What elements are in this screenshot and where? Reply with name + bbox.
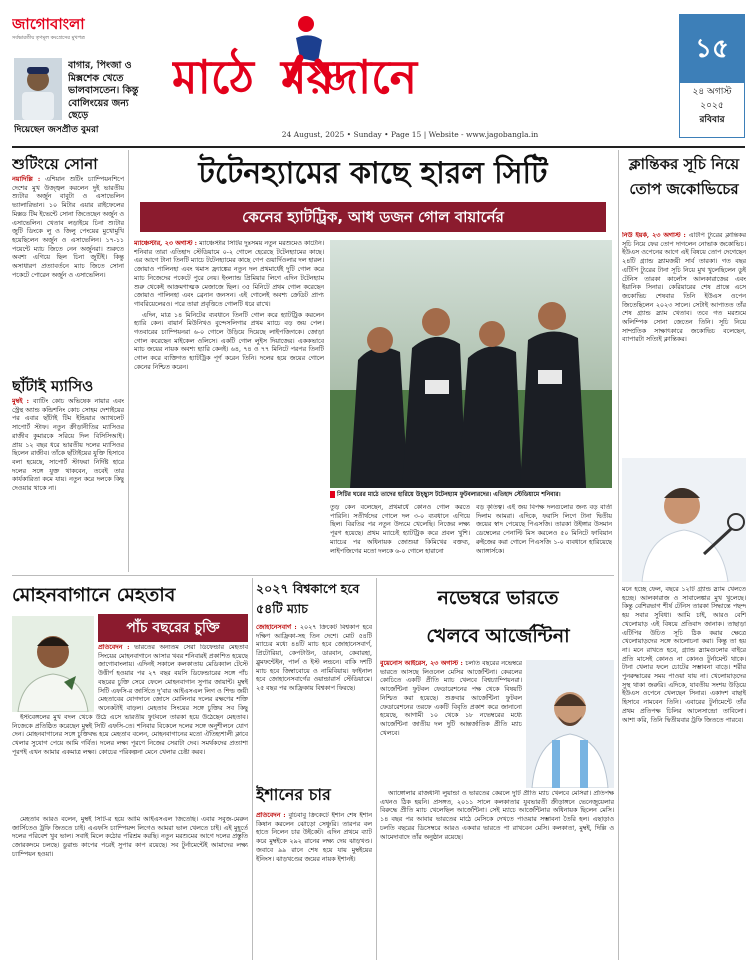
left-column-rule <box>128 150 129 572</box>
mehtab-contract-box: পাঁচ বছরের চুক্তি <box>98 614 248 642</box>
mid-rule-2 <box>376 578 377 960</box>
argentina-headline <box>380 579 616 657</box>
mid-rule-1 <box>252 578 253 960</box>
djokovic-body <box>622 232 746 456</box>
argentina-text: চলতি বছরের নভেম্বরে ভারতে আসছে লিওনেল মেসির আর্জেন্টিনা। কেরলের কোচিতে একটি প্রীতি ম্যাচ খেলবে বিশ্বচ্যাম্পিয়নরা। আর্জেন্টিনা ফুটবল ফেডারেশনের পক্ষ থেকে বিষয়টি নিশ্চিত করা হয়েছে। শুক্রবার আর্জেন্টিনা ফুটবল ফেডারেশনের তরফে একটি বিবৃতি প্রকাশ করে জানানো হয়েছে, আগামী ১০ থেকে ১৮ নভেম্বরের মধ্যে আর্জেন্টিনা জাতীয় দল দুটি আন্তর্জাতিক প্রীতি ম্যাচ খেলবে। <box>380 660 522 737</box>
tottenham-photo-caption <box>330 489 612 501</box>
argentina-headline-line1: নভেম্বরে ভারতে <box>437 587 559 609</box>
shooting-text: এশিয়ান শুটিং চ্যাম্পিয়নশিপে দেশের মুখ উজ্জ্বল করলেন দুই ভারতীয় শ্যুটার অর্জুন বাবুটা ও এসাভেলিন ভ্যালারিভান। ১০ মিটার এয়ার রাইফেলের মিক্সড টিম ইভেন্টে সোনা জিতেছেন অর্জুন ও এসাভেলিন। খেতাব লড়াইয়ে চিনা শ্যুটার জুটি ডিংকে লু ও জিলু পেংয়ের মুখোমুখি হয়েছিলেন অর্জুন ও এসাভেলিন। ১৭-১১ পয়েন্টে ম্যাচ জিতে নেন অর্জুনরা। শুরুতে অবশ্য এগিয়ে ছিল চিনা জুটিই। কিন্তু অসাধারণ প্রত্যাবর্তনে ম্যাচ জিতে সোনা পকেটে পোরেন অর্জুন ও এসাভেলিন। <box>12 176 124 279</box>
caption-marker <box>330 491 335 498</box>
tottenham-photo <box>330 240 612 488</box>
lead-subhead: কেনের হ্যাটট্রিক, আধ ডজন গোল বায়ার্নের <box>140 202 606 232</box>
argentina-headline-line2: খেলবে আর্জেন্টিনা <box>426 625 570 647</box>
lead-dateline: ম্যাঞ্চেস্টার, ২৩ অগাস্ট : <box>134 240 197 247</box>
bumrah-thumbnail <box>14 58 62 120</box>
lead-body-1-text: ম্যাঞ্চেস্টার সিটির দুঃসময় নতুন মরশুমেও কাটেনি। শনিবার তারা এতিহাদ স্টেডিয়ামে ০-২ গোলে হেরেছে টটেনহ্যামের কাছে। এর আগে টানা তিনটি ম্যাচে টটেনহ্যামের কাছে গেপ গুয়ার্দিওলার দল হারল। জোয়াও পালিনহা এবং থমাস ফ্র্যাঙ্কের নতুন দল প্রথমার্ধেই দুটি গোল করে ম্যাচ নিজেদের পকেটে পুরে নেয়। ইংল্যান্ড প্রিমিয়ার লিগে এদিন টটেনহ্যাম শুরু থেকেই আক্রমণাত্মক মেজাজে ছিল। ৩৫ মিনিটে প্রথম গোল করেছেন জোয়াও পালিনহা এবং ব্রেনান জনসন। এই গোলেই অবশ্য ক্রেডিট প্রাপ্য গাবরিয়েলেরও। পরে তারা প্রবৃত্তিতে গোলটি ধরে রাখে। <box>134 240 324 308</box>
right-column-rule <box>618 150 619 960</box>
masthead <box>0 0 750 148</box>
worldcup-dateline: জোহানেসবার্গ : <box>256 624 297 631</box>
mehtab-body-2: ইস্টবেঙ্গলের মুখ বদল থেকে উঠে এসে ভারতীয় ফুটবলে তারকা হয়ে উঠেছেন মেহতাব। নিজেকে প্রতিষ্ঠিত করেছেন মুম্বই সিটি এফসি-তে। শনিবার বিকেলে দলের সঙ্গে অনুশীলনে যোগ দেন। মোহনবাগানের সঙ্গে চুক্তিবদ্ধ হয়ে মেহতাব বলেন, মোহনবাগানের মতো ঐতিহ্যশালী ক্লাবে খেলার সুযোগ পেয়ে আমি গর্বিত। দলের লক্ষ্য পূরণে নিজের সেরাটা দেব। সমর্থকদের প্রত্যাশা পূরণই এখন আমার একমাত্র লক্ষ্য। কোচের পরিকল্পনা মেনে খেলার চেষ্টা করব। <box>12 714 248 756</box>
worldcup-text: ২০২৭ ক্রিকেট বিশ্বকাপ হবে দক্ষিণ আফ্রিকা-সহ তিন দেশে। মোট ৫৪টি ম্যাচের মধ্যে ৪৪টি ম্যাচ হবে জোহানেসবার্গ, প্রিটোরিয়া, কেপটাউন, ডারবান, কেবারহা, ব্লুমফন্টেইন, পার্ল ও ইস্ট লন্ডনে। বাকি দশটি ম্যাচ হবে জিম্বাবোয়ে ও নামিবিয়ায়। ফাইনাল হবে জোহানেসবার্গের ওয়ান্ডারার্স স্টেডিয়ামে। ২৫ বছর পর আফ্রিকায় বিশ্বকাপ ফিরছে। <box>256 624 372 692</box>
mehtab-dateline: প্রতিবেদন : <box>98 644 130 651</box>
mehtab-headline: মোহনবাগানে মেহতাব <box>12 584 176 606</box>
lead-body-mid: তুড় কেন বলেছেন, প্রথমার্ধে কোনও গোল করতে পারিনি। সতীর্থদের গোলে দল ৩-০ ব্যবধানে এগিয়ে ছিল। বিরতির পর নতুন উদ্যমে খেলেছি। নিজের লক্ষ্য পূরণ হয়েছে। প্রথম ম্যাচেই হ্যাটট্রিক করে প্রবল খুশি। ম্যাচের পর অধিনায়ক জোশুয়া কিমিখের বক্তব্য, লাইপজিগের মতো দলকে ৬-০ গোলে হারানো <box>330 504 470 555</box>
shooting-dateline: নয়াদিল্লি : <box>12 176 41 183</box>
lead-body-2: এদিন, মাত্র ১৪ মিনিটের ব্যবধানে তিনটি গোল করে হ্যাটট্রিক করলেন হ্যারি কেন। বায়ার্ন মিউনিখও বুন্দেসলিগার প্রথম ম্যাচে বড় জয় পেল। গতবারের চ্যাম্পিয়নরা ৬-০ গোলে উড়িয়ে দিয়েছে লাইপজিগকে। জোড়া গোল করেছেন মাইকেল ওলিসে। একটি গোল লুইস দিয়াজের। এককভাবে ম্যাচ জয়ের নায়ক অবশ্য হ্যারি কেনই। ৬৪, ৭৪ ও ৭৭ মিনিটে পরপর তিনটি গোল করে ব্যক্তিগত হ্যাটট্রিক পূর্ণ করেন তিনি। দলের হয়ে জয়ের গোলে কেনের নিশ্চিত করেন। <box>134 311 324 371</box>
mehtab-body <box>98 644 248 712</box>
argentina-body-2: অ্যাঙ্গোলার রাজধানী লুয়ান্ডা ও ভারতের কেরলে দুটি প্রীতি ম্যাচ খেলবে মেসিরা। প্রতিপক্ষ এখনও ঠিক হয়নি। প্রসঙ্গত, ২০১১ সালে কলকাতার যুবভারতী ক্রীড়াঙ্গনে ভেনেজুয়েলার বিরুদ্ধে প্রীতি ম্যাচ খেলেছিল আর্জেন্টিনা। সেই ম্যাচে আর্জেন্টিনার অধিনায়ক ছিলেন মেসি। ১৪ বছর পর আবার ভারতের মাঠে মেসিকে দেখতে পাওয়ার সম্ভাবনা তৈরি হল। এছাড়াও চলতি বছরের ডিসেম্বরে আরও একবার ভারতে পা রাখবেন মেসি। কলকাতা, মুম্বই, দিল্লি ও আমেদাবাদে তাঁর অনুষ্ঠান রয়েছে। <box>380 790 614 841</box>
massage-headline: ছাঁটাই ম্যাসিও <box>12 377 94 395</box>
masthead-title <box>172 46 640 110</box>
dateline-bar: 24 August, 2025 • Sunday • Page 15 | Website - www.jagobangla.in <box>281 130 539 139</box>
lead-headline: টটেনহ্যামের কাছে হারল সিটি <box>198 156 548 191</box>
date-box <box>679 14 745 138</box>
lead-body-1 <box>134 240 324 310</box>
ishan-text: বুচিবাবু ক্রিকেটে ইশান শেষ ইশান কিষান করলেন ঝোড়ো সেঞ্চুরি। তারপর বল হাতে নিলেন চার উইকেট। এদিন প্রথমে ব্যাট করে মুম্বইকে ২৯২ রানের লক্ষ্য দেয় ঝাড়খণ্ড। জবাবে ৯৯ রানে শেষ হয়ে যায় মুম্বইয়ের ইনিংস। ঝাড়খণ্ডের জয়ের নায়ক ইশানই। <box>256 812 372 863</box>
argentina-dateline: বুয়েনোস আইরেস, ২৩ অগাস্ট : <box>380 660 463 667</box>
logo-text: জাগোবাংলা <box>12 15 85 33</box>
djokovic-text: এটিপি ট্যুরের ক্লান্তিকর সূচি নিয়ে ফের তোপ দাগলেন নোভাক জকোভিচ। ইউএস ওপেনের আগে এই বিষয়ে তোপ দেগেছেন ২৪টি গ্র্যান্ড স্ল্যামজয়ী সার্ব তারকা। গত বছর এটিপি ট্যুরের টানা সূচি নিয়ে মুখ খুলেছিলেন ডুই টেনিস তারকা কার্লোস আলকারাজের এবং ইয়ানিক সিনার। কেরিয়ারের শেষ প্রান্তে এসে জকোভিচ শেষবার তিনি ইউএস ওপেন জিতেছিলেন ২০২৩ সালে। সেটাই আপাতত তাঁর শেষ গ্র্যান্ড স্ল্যাম খেতাব। তবে গত মরশুমে অলিম্পিক সোনা জেতেন তিনি। সূচি নিয়ে সাম্প্রতিক সাক্ষাৎকারে জকোভিচ বলেছেন, ব্যাপারটা সত্যিই ক্লান্তিকর। <box>622 232 746 344</box>
publication-logo <box>12 14 132 56</box>
massage-body <box>12 398 124 494</box>
argentina-body <box>380 660 522 788</box>
lead-body-right: বড় কৃতিত্ব। এই জয় বিপক্ষ দলগুলোর জন্য বড় বার্তা দিলাম আমরা। এদিকে, ফরাসি লিগে টানা দ্বিতীয় জয়ের স্বাদ পেয়েছে পিএসজি। তারকা উইঙ্গার উসমান ডেম্বেলের পেনাল্টি মিস করলেও ৫০ মিনিটে ফাবিয়ান রুইজের করা গোলে পিএসজি ১-০ ব্যবধানে হারিয়েছে অ্যাঙ্গার্সকে। <box>476 504 612 555</box>
bumrah-teaser-caption: দিয়েছেন জসপ্রীত বুমরা <box>14 125 99 135</box>
shooting-body <box>12 176 124 280</box>
mehtab-photo <box>12 616 94 712</box>
massage-story <box>12 374 124 572</box>
ishan-headline: ইশানের চার <box>256 785 331 804</box>
massage-dateline: মুম্বই : <box>12 398 29 405</box>
page-number: ১৫ <box>680 15 744 83</box>
caption-text: সিটির ঘরের মাঠে তাদের হারিয়ে উচ্ছ্বাস টটেনহ্যাম ফুটবলারদের। এতিহাদ স্টেডিয়ামে শনিবার। <box>337 491 561 498</box>
ishan-body <box>256 812 372 958</box>
djokovic-body-2: মনে হচ্ছে ফেল, বছরে ১২টি গ্র্যান্ড স্ল্যাম খেলতে হচ্ছে। আলকারাজ ও সাবালেঙ্কার মুখ খুলেছে। কিন্তু বেশিরভাগ শীর্ষ টেনিস তারকা সিদ্ধান্তে পছন্দ হয় সবার সুবিধা। আমি চাই, আরও বেশি খেলোয়াড় এই বিষয়ে প্রতিবাদ জানাক। তাছাড়া এটিপির উচিত সূচি ঠিক করার ক্ষেত্রে খেলোয়াড়দের সঙ্গে আলোচনা করা। কিন্তু তা হয় না। মনে রাখতে হবে, গ্র্যান্ড স্ল্যামগুলোর বাইরে প্রতি মাসেই কোনও না কোনও টুর্নামেন্ট থাকে। টানা খেলার ফলে চোটের সম্ভাবনা বাড়ে। শরীর পুনরুদ্ধারের সময় পাওয়া যায় না। খেলোয়াড়দের সুস্থ থাকা জরুরি। এদিকে, যাবতীয় সংশয় উড়িয়ে ইউএস ওপেনে খেলছেন সিনার। একাদশ বাছাই হিসাবে নামবেন তিনি। এবারের টুর্নামেন্টে তাঁর প্রথম প্রতিপক্ষ চিলির আলেসান্দ্রো তাবিলো। আশা করি, তিনি দ্বিতীয়বার ট্রফি জিততে পারবে। <box>622 586 746 724</box>
djokovic-photo <box>622 458 746 582</box>
mehtab-body-3: মেহতাব আরও বলেন, মুম্বই সিটি-র হয়ে আমি আইএসএল জিতেছি। এবার সবুজ-মেরুন জার্সিতেও ট্রফি জিততে চাই। এএফসি চ্যাম্পিয়ন্স লিগেও আমরা ভাল খেলতে চাই। এই মুহূর্তে দলের পরিবেশ খুব ভাল। সবাই মিলে কঠোর পরিশ্রম করছি। নতুন মরশুমের আগে দলের প্রস্তুতি জোরকদমে চলছে। ডুরান্ড কাপের পরেই সুপার কাপ রয়েছে। সব টুর্নামেন্টেই আমাদের লক্ষ্য চ্যাম্পিয়ন হওয়া। <box>12 816 248 858</box>
djokovic-dateline: নিউ ইয়র্ক, ২৩ অগাস্ট : <box>622 232 686 239</box>
masthead-title-part1: মাঠে <box>172 50 254 104</box>
masthead-divider <box>12 146 745 148</box>
fold-divider <box>12 575 614 576</box>
day-label: রবিবার <box>699 115 725 125</box>
lead-text-left <box>134 240 324 570</box>
worldcup-body <box>256 624 372 778</box>
worldcup-headline: ২০২৭ বিশ্বকাপে হবে ৫৪টি ম্যাচ <box>256 581 360 616</box>
bumrah-teaser: বাগার, পিংজা ও মিক্সশেক খেতে ভালবাসতেন। কিন্তু বোলিংয়ের জন্য ছেড়ে <box>68 60 139 121</box>
djokovic-headline: ক্লান্তিকর সূচি নিয়ে তোপ জকোভিচের <box>628 155 740 198</box>
massage-text: ব্যাটিং কোচ অভিষেক নায়ার এবং স্ট্রেন্থ অ্যান্ড কন্ডিশনিং কোচ সোহম দেশাইয়ের পর এবার ছাঁটাই টিম ইন্ডিয়ার অ্যাথলেট সাপোর্ট স্টাফ। নতুন ক্রীড়ানীতির ম্যাসিওর রাজীব কুমারকে সরিয়ে দিল বিসিসিআই। প্রায় ১২ বছর ধরে ভারতীয় দলের ম্যাসিওর ছিলেন রাজীব। তাঁকে ছাঁটাইয়ের যুক্তি হিসাবে বলা হয়েছে, সাপোর্ট স্টাফরা নির্দিষ্ট হারে দলের সঙ্গে যুক্ত থাকবেন, তবেই তার কার্যকারিতা কমে যায়। নতুন করে দলকে কিছু দেওয়ার থাকে না। <box>12 398 124 493</box>
year-label: ২০২৫ <box>700 101 724 111</box>
shooting-headline: শুটিংয়ে সোনা <box>12 155 98 173</box>
ishan-dateline: প্রতিবেদন : <box>256 812 286 819</box>
masthead-title-part2: ময়দানে <box>281 50 418 104</box>
messi-photo <box>526 660 614 788</box>
mehtab-text: ভারতের অন্যতম সেরা ডিফেন্ডার মেহতাব সিংয়ের মোহনবাগানে আসার খবর শনিবারই প্রকাশিত হয়েছে জাগোবাংলায়। এদিনই সকালে কলকাতায় মেডিক্যাল টেস্টে উত্তীর্ণ হওয়ার পর ২৭ বছর বয়সি ডিফেন্ডারের সঙ্গে পাঁচ বছরের চুক্তি সেরে ফেলে মোহনবাগান সুপার জায়ান্ট। মুম্বই সিটি এফসি-র জার্সিতে দু'বার আইএসএল লিগ ও শিল্ড জয়ী মেহতাবের যোগদানে জোসে মোলিনার দলের রক্ষণের শক্তি অনেকটাই বাড়ল। মেহতাব সিংয়ের সঙ্গে চুক্তির সব কিছু <box>98 644 248 712</box>
logo-tagline: সর্বভারতীয় তৃণমূল কংগ্রেসের মুখপত্র <box>12 35 85 41</box>
date-label: ২৪ অগাস্ট <box>692 87 732 97</box>
shooting-story <box>12 152 124 370</box>
